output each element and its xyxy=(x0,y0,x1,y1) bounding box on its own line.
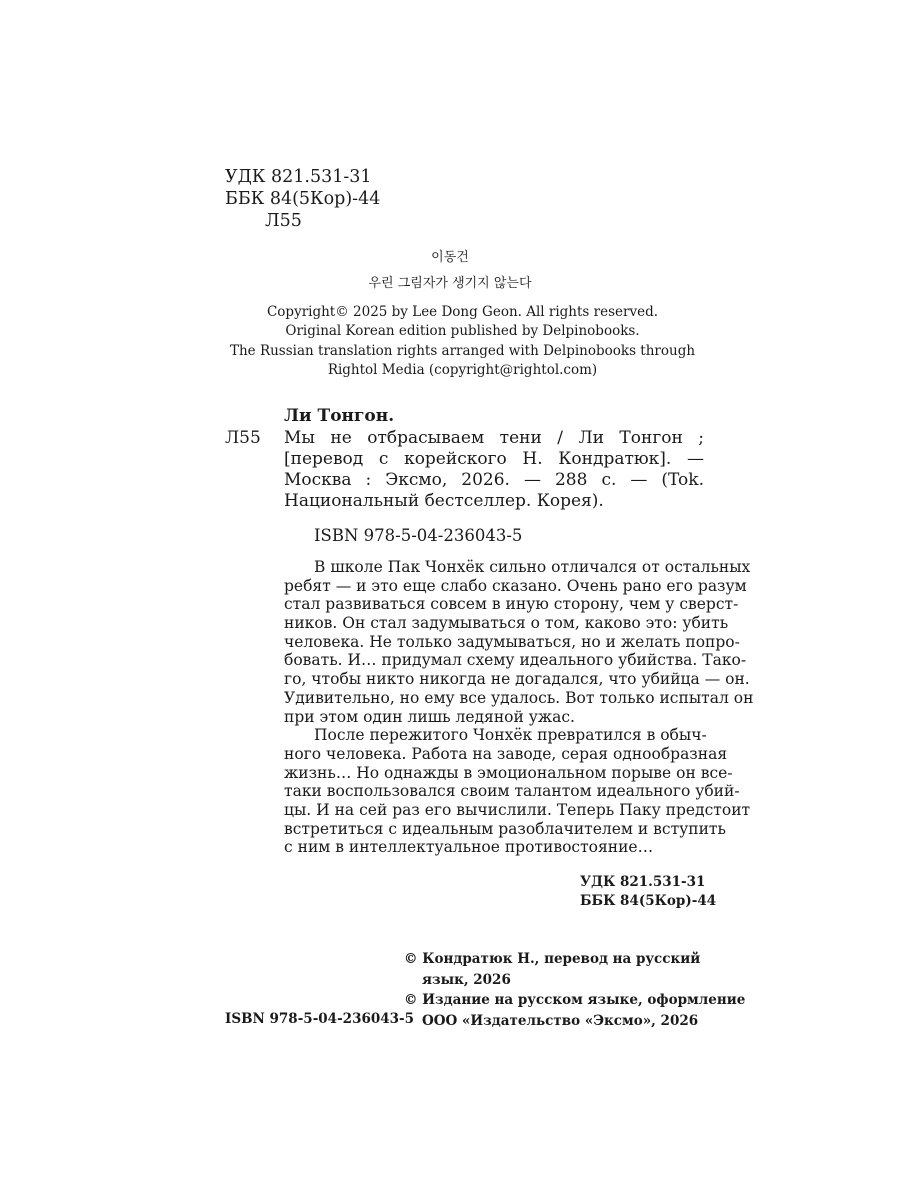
annotation-line: В школе Пак Чонхёк сильно отличался от остальных xyxy=(314,558,751,576)
record-description: Мы не отбрасываем тени / Ли Тонгон ; [перевод с корейского Н. Кондратюк]. — Москва : Эксмо, 2026. — 288 с. — (Tok. Национальный бестселлер. Корея). xyxy=(284,428,704,511)
footer-copyrights xyxy=(404,949,745,1031)
footer-udk: УДК 821.531-31 xyxy=(580,874,706,890)
annotation-line: человека. Не только задумываться, но и желать попро- xyxy=(284,632,740,651)
annotation-line: жизнь… Но однажды в эмоциональном порыве он все- xyxy=(284,763,733,782)
copyright-translation-line2: язык, 2026 xyxy=(422,971,511,988)
annotation-line: цы. И на сей раз его вычислили. Теперь Паку предстоит xyxy=(284,800,751,819)
annotation-line: ребят — и это еще слабо сказано. Очень рано его разум xyxy=(284,576,747,595)
annotation-line: го, чтобы никто никогда не догадался, что убийца — он. xyxy=(284,670,750,689)
annotation-line: ников. Он стал задумываться о том, каково это: убить xyxy=(284,614,729,633)
korean-author: 이동건 xyxy=(431,250,469,265)
udk-code: УДК 821.531-31 xyxy=(225,167,372,187)
annotation-line: таки воспользовался своим талантом идеального убий- xyxy=(284,782,740,801)
classification-codes xyxy=(225,166,380,232)
record-author-mark: Л55 xyxy=(225,428,261,448)
copyright-edition-line2: ООО «Издательство «Эксмо», 2026 xyxy=(422,1012,699,1029)
copyright-block xyxy=(200,303,725,381)
copyright-line: Rightol Media (copyright@rightol.com) xyxy=(327,362,598,379)
copyright-line: Copyright© 2025 by Lee Dong Geon. All rights reserved. xyxy=(266,304,659,320)
annotation-line: ного человека. Работа на заводе, серая однообразная xyxy=(284,744,728,763)
annotation-line: с ним в интеллектуальное противостояние… xyxy=(284,838,654,857)
footer-bbk: ББК 84(5Кор)-44 xyxy=(580,893,717,909)
annotation-line: встретиться с идеальным разоблачителем и вступить xyxy=(284,819,726,838)
footer-codes xyxy=(580,873,716,911)
footer-isbn: ISBN 978-5-04-236043-5 xyxy=(225,1011,415,1027)
annotation xyxy=(284,558,754,857)
author-mark: Л55 xyxy=(265,211,302,231)
annotation-line: при этом один лишь ледяной ужас. xyxy=(284,707,575,726)
copyright-line: Original Korean edition published by Delpinobooks. xyxy=(285,323,640,340)
bbk-code: ББК 84(5Кор)-44 xyxy=(225,189,381,209)
copyright-line: The Russian translation rights arranged with Delpinobooks through xyxy=(229,342,696,359)
annotation-line: бовать. И… придумал схему идеального убийства. Тако- xyxy=(284,651,747,670)
annotation-line: Удивительно, но ему все удалось. Вот только испытал он xyxy=(284,688,754,707)
copyright-translation-line1: © Кондратюк Н., перевод на русский xyxy=(404,951,701,967)
record-author-heading: Ли Тонгон. xyxy=(284,406,395,426)
annotation-line: стал развиваться совсем в иную сторону, чем у сверст- xyxy=(284,595,739,614)
korean-title: 우린 그림자가 생기지 않는다 xyxy=(368,276,532,291)
copyright-edition-line1: © Издание на русском языке, оформление xyxy=(404,992,746,1008)
annotation-line: После пережитого Чонхёк превратился в обыч- xyxy=(314,726,707,745)
record-isbn: ISBN 978-5-04-236043-5 xyxy=(314,526,523,545)
